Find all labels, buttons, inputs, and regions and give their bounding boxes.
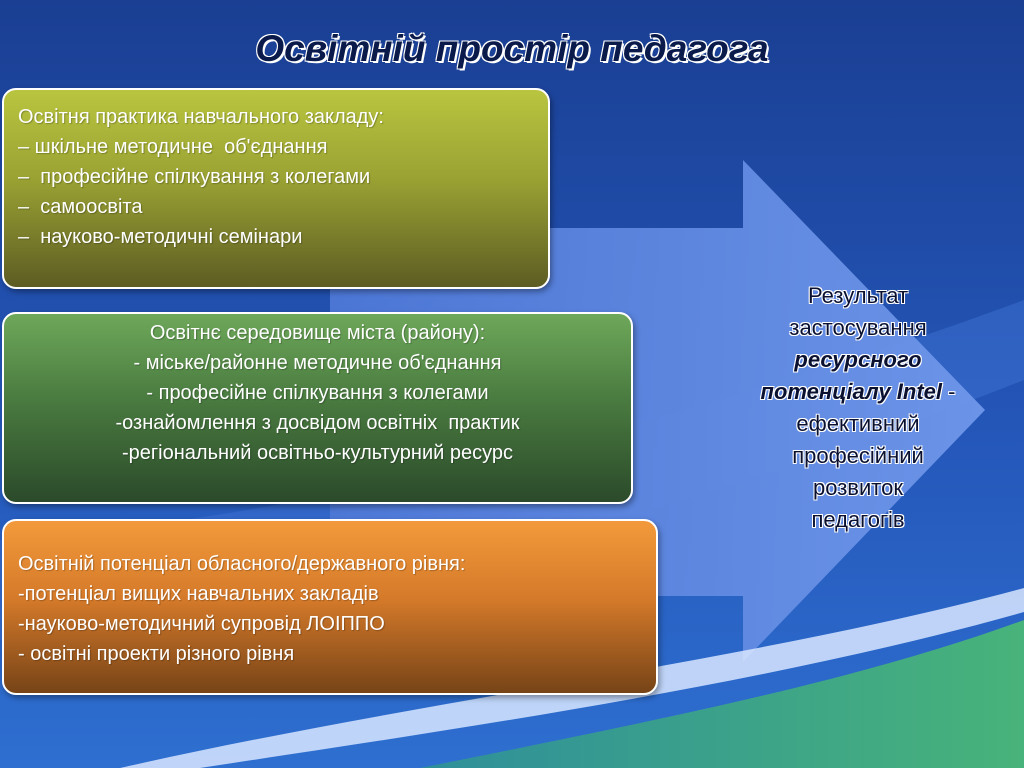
result-dash: -: [942, 379, 956, 404]
list-item: – самоосвіта: [18, 196, 143, 218]
box-heading: Освітня практика навчального закладу:: [18, 106, 384, 128]
result-line: розвиток: [813, 475, 903, 500]
result-line: педагогів: [811, 507, 905, 532]
list-item: - професійне спілкування з колегами: [146, 382, 489, 404]
result-line: Результат: [807, 283, 909, 308]
list-item: -регіональний освітньо-культурний ресурс: [121, 442, 513, 464]
result-line: ефективний: [796, 411, 920, 436]
list-item: -потенціал вищих навчальних закладів: [18, 583, 379, 605]
school-practice-box: [2, 88, 550, 289]
list-item: -науково-методичний супровід ЛОІППО: [18, 613, 385, 635]
box-heading: Освітнє середовище міста (району):: [149, 322, 486, 344]
regional-potential-box: [2, 519, 658, 695]
result-highlight: ресурсного: [794, 347, 922, 372]
list-item: – професійне спілкування з колегами: [18, 166, 371, 188]
list-item: – науково-методичні семінари: [18, 226, 303, 248]
city-environment-box: [2, 312, 633, 504]
result-text: [718, 280, 998, 536]
list-item: - освітні проекти різного рівня: [18, 643, 295, 665]
list-item: -ознайомлення з досвідом освітніх практик: [115, 412, 520, 434]
list-item: – шкільне методичне об'єднання: [18, 136, 328, 158]
box-heading: Освітній потенціал обласного/державного рівня:: [18, 553, 466, 575]
page-title: Освітній простір педагога: [255, 28, 769, 69]
result-line: професійний: [792, 443, 924, 468]
list-item: - міське/районне методичне об'єднання: [133, 352, 502, 374]
result-line: застосування: [789, 315, 927, 340]
result-highlight: потенціалу Intel: [760, 379, 942, 404]
